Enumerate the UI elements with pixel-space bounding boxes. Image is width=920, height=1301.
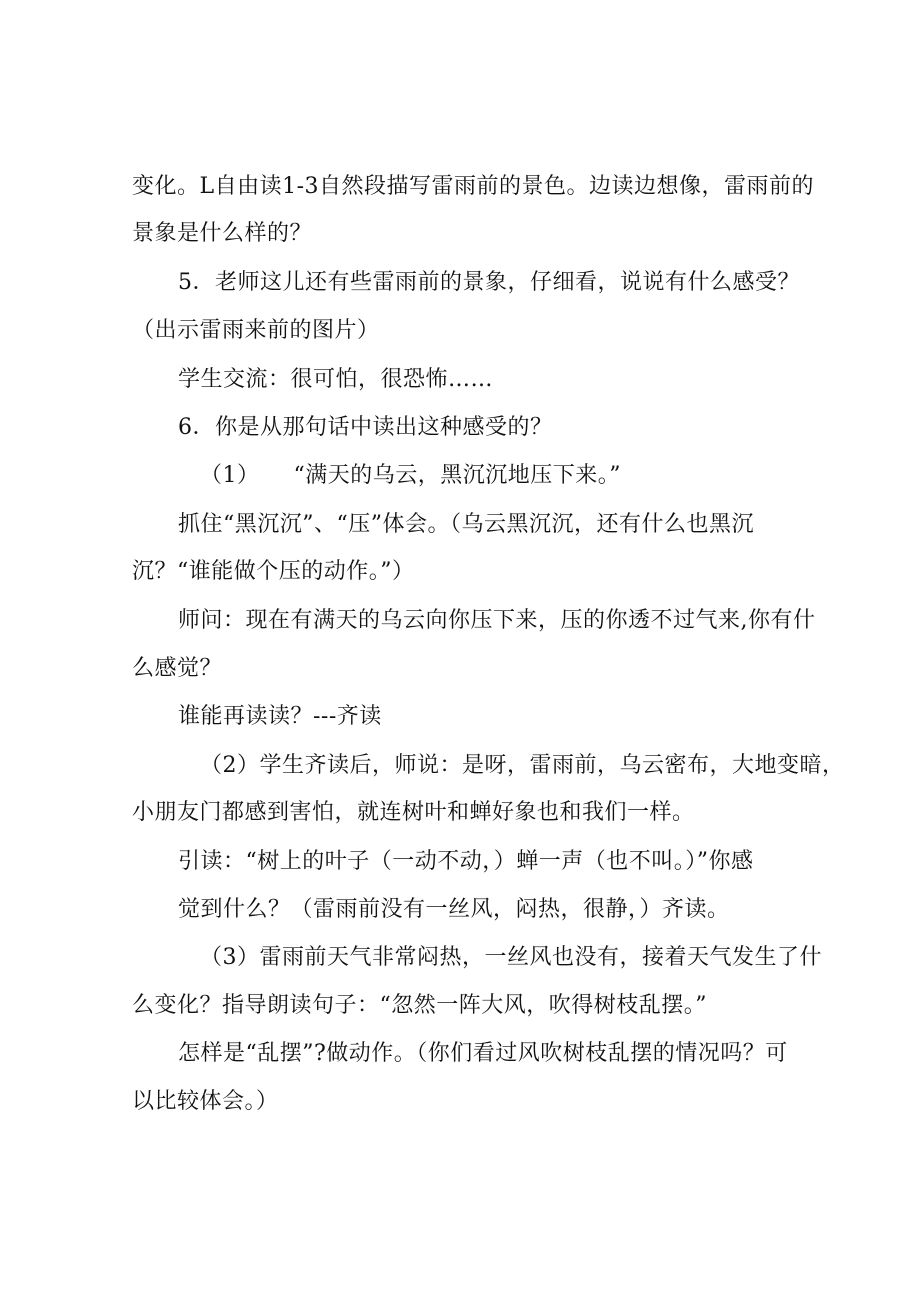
text-line: 学生交流：很可怕，很恐怖…… — [178, 367, 494, 392]
text-line: 引读：“树上的叶子（一动不动，）蝉一声（也不叫。）”你感 — [178, 849, 754, 874]
text-line: 么感觉？ — [132, 656, 223, 681]
text-line: 变化。L自由读1-3自然段描写雷雨前的景色。边读边想像，雷雨前的 — [132, 174, 815, 199]
text-line: （3）雷雨前天气非常闷热，一丝风也没有，接着天气发生了什 — [200, 945, 822, 970]
text-line: 以比较体会。） — [132, 1089, 279, 1114]
text-line: 抓住“黑沉沉”、“压”体会。（乌云黑沉沉，还有什么也黑沉 — [178, 512, 754, 537]
text-line: 6．你是从那句话中读出这种感受的？ — [178, 415, 553, 440]
text-line: 小朋友门都感到害怕，就连树叶和蝉好象也和我们一样。 — [132, 800, 695, 825]
text-line: 沉？“谁能做个压的动作。”） — [132, 559, 415, 584]
text-line: （1） “满天的乌云，黑沉沉地压下来。” — [200, 463, 621, 488]
text-line: 么变化？指导朗读句子：“忽然一阵大风，吹得树枝乱摆。” — [132, 993, 707, 1018]
text-line: 怎样是“乱摆”?做动作。（你们看过风吹树枝乱摆的情况吗？可 — [178, 1041, 788, 1066]
text-line: 觉到什么？（雷雨前没有一丝风，闷热，很静，）齐读。 — [178, 897, 730, 922]
text-line: 5．老师这儿还有些雷雨前的景象，仔细看，说说有什么感受？ — [178, 270, 800, 295]
text-line: （出示雷雨来前的图片） — [132, 318, 380, 343]
text-line: （2）学生齐读后，师说：是呀，雷雨前，乌云密布，大地变暗， — [200, 753, 845, 778]
text-line: 师问：现在有满天的乌云向你压下来，压的你透不过气来,你有什 — [178, 608, 816, 633]
text-line: 谁能再读读？---齐读 — [178, 704, 382, 729]
text-line: 景象是什么样的？ — [132, 221, 313, 246]
